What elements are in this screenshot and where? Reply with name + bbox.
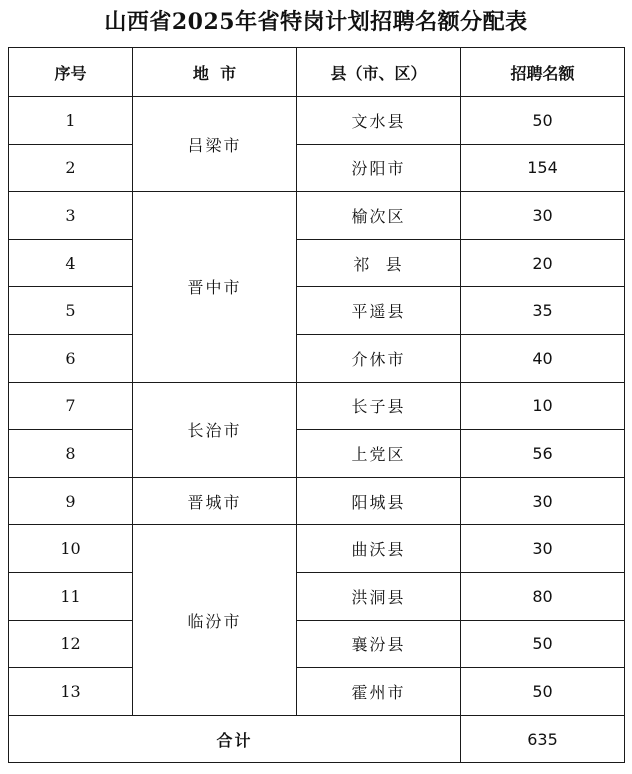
- county-cell: 榆次区: [297, 192, 461, 240]
- table-row: [9, 525, 625, 573]
- table-row: [9, 144, 625, 192]
- quota-cell: 20: [461, 239, 625, 287]
- table-row: [9, 430, 625, 478]
- county-cell: 平遥县: [297, 287, 461, 335]
- table-row: [9, 334, 625, 382]
- row-number: 13: [9, 668, 133, 716]
- quota-cell: 10: [461, 382, 625, 430]
- row-number: 9: [9, 477, 133, 525]
- table-row: [9, 239, 625, 287]
- header-row: [9, 48, 625, 97]
- row-number: 3: [9, 192, 133, 240]
- row-number: 1: [9, 97, 133, 145]
- county-cell: 介休市: [297, 334, 461, 382]
- page-title: 山西省2025年省特岗计划招聘名额分配表: [104, 9, 528, 35]
- city-cell: 晋中市: [133, 192, 297, 382]
- quota-cell: 154: [461, 144, 625, 192]
- header-quota: 招聘名额: [461, 48, 625, 97]
- row-number: 6: [9, 334, 133, 382]
- county-cell: 曲沃县: [297, 525, 461, 573]
- county-cell: 长子县: [297, 382, 461, 430]
- row-number: 10: [9, 525, 133, 573]
- quota-cell: 56: [461, 430, 625, 478]
- row-number: 4: [9, 239, 133, 287]
- county-cell: 阳城县: [297, 477, 461, 525]
- header-county: 县（市、区）: [297, 48, 461, 97]
- row-number: 2: [9, 144, 133, 192]
- county-cell: 祁 县: [297, 239, 461, 287]
- table-row: [9, 572, 625, 620]
- quota-cell: 50: [461, 97, 625, 145]
- total-value: 635: [461, 715, 625, 763]
- row-number: 8: [9, 430, 133, 478]
- quota-cell: 50: [461, 668, 625, 716]
- total-label: 合计: [9, 715, 461, 763]
- table-row: [9, 97, 625, 145]
- county-cell: 襄汾县: [297, 620, 461, 668]
- allocation-table: [8, 47, 625, 763]
- city-cell: 晋城市: [133, 477, 297, 525]
- county-cell: 霍州市: [297, 668, 461, 716]
- header-city: 地 市: [133, 48, 297, 97]
- county-cell: 文水县: [297, 97, 461, 145]
- city-cell: 吕梁市: [133, 97, 297, 192]
- table-row: [9, 287, 625, 335]
- table-row: [9, 192, 625, 240]
- quota-cell: 30: [461, 192, 625, 240]
- header-no: 序号: [9, 48, 133, 97]
- quota-cell: 30: [461, 477, 625, 525]
- row-number: 12: [9, 620, 133, 668]
- county-cell: 洪洞县: [297, 572, 461, 620]
- county-cell: 汾阳市: [297, 144, 461, 192]
- county-cell: 上党区: [297, 430, 461, 478]
- table-row: [9, 668, 625, 716]
- table-row: [9, 477, 625, 525]
- table-row: [9, 620, 625, 668]
- total-row: [9, 715, 625, 763]
- city-cell: 临汾市: [133, 525, 297, 715]
- row-number: 7: [9, 382, 133, 430]
- quota-cell: 35: [461, 287, 625, 335]
- row-number: 11: [9, 572, 133, 620]
- quota-cell: 80: [461, 572, 625, 620]
- row-number: 5: [9, 287, 133, 335]
- quota-cell: 50: [461, 620, 625, 668]
- quota-cell: 30: [461, 525, 625, 573]
- table-row: [9, 382, 625, 430]
- quota-cell: 40: [461, 334, 625, 382]
- city-cell: 长治市: [133, 382, 297, 477]
